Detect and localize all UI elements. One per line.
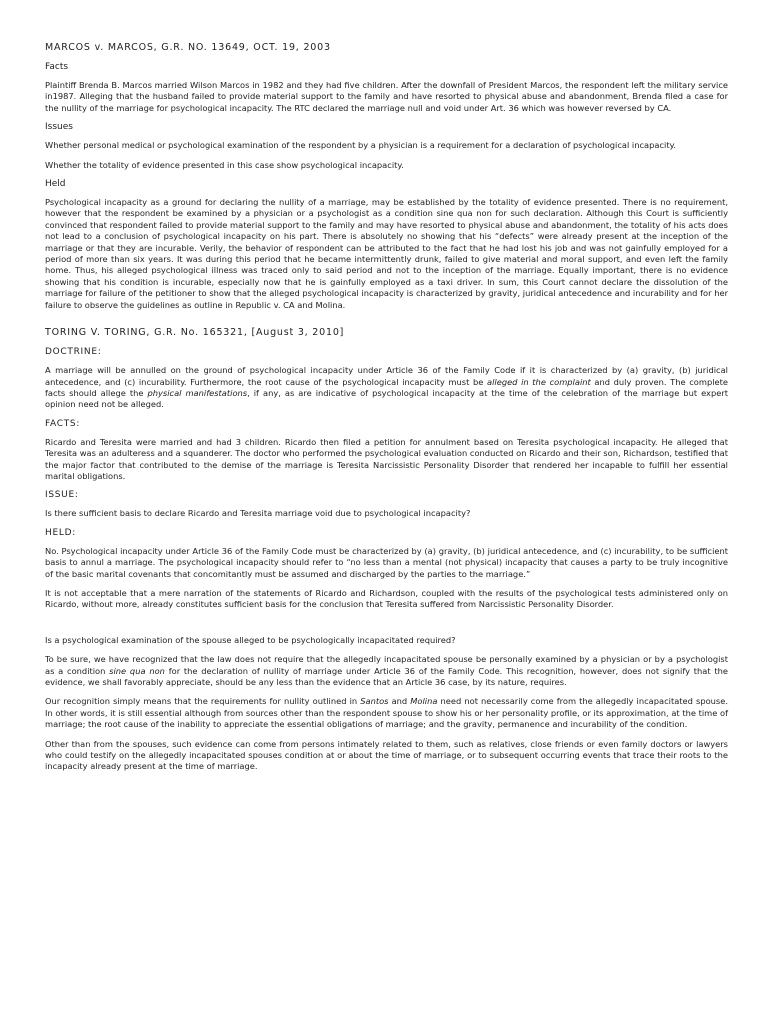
case2-question: Is a psychological examination of the spouse alleged to be psychologically incapacitated required? [45,634,456,645]
doctrine-emphasis-1: alleged in the complaint [487,376,591,387]
doctrine-text-3: , if any, as are indicative of psychological incapacity at the time of the celebration of the marriage but expert opinion need not be alleged. [45,387,728,410]
case2-held-label: HELD: [45,527,76,538]
doctrine-text-2: and duly proven. The complete facts should allege the [45,376,729,398]
case1-facts-label: Facts [45,62,69,72]
answer2-text-1: Our recognition simply means that the requirements for nullity outlined in [45,696,361,707]
case2-answer-1 [45,654,728,688]
answer2-text-3: need not necessarily come from the allegedly incapacitated spouse. In other words, it is still essential although from sources other than the respondent spouse to show his or her personality profile, or its approximation, at the time of marriage; the root cause of the inability to appreciate the essential obligations of marriage; and the gravity, permanence and incurability of the condition. [45,696,728,730]
case2-title: TORING V. TORING, G.R. No. 165321, [August 3, 2010] [45,327,345,339]
answer1-emphasis: sine qua non [109,665,165,676]
document-page [45,42,728,781]
doctrine-emphasis-2: physical manifestations [147,387,248,398]
answer2-emphasis-1: Santos [360,696,389,707]
case2-facts-label: FACTS: [45,418,81,429]
case1-issue-1: Whether personal medical or psychological examination of the respondent by a physician is a requirement for a declaration of psychological incapacity. [45,140,676,151]
case1-held: Psychological incapacity as a ground for declaring the nullity of a marriage, may be established by the totality of evidence presented. There is no requirement, however that the respondent be examined by a physician or a psychologist as a condition sine qua non for such declaration. Although this Court is sufficiently convinced that respondent failed to provide material support to the family and may have resorted to physical abuse and abandonment, the totality of his acts does not lead to a conclusion of psychological incapacity on his part. There is absolutely no showing that his “defects” were already present at the inception of the marriage or that they are incurable. Verily, the behavior of respondent can be attributed to the fact that he had lost his job and was not gainfully employed for a period of more than six years. It was during this period that he became intermittently drunk, failed to give material and moral support, and even left the family home. Thus, his alleged psychological illness was traced only to said period and not to the inception of the marriage. Equally important, there is no evidence showing that his condition is incurable, especially now that he is gainfully employed as a taxi driver. In sum, this Court cannot declare the dissolution of the marriage for failure of the petitioner to show that the alleged psychological incapacity is characterized by gravity, juridical antecedence and incurability and for her failure to observe the guidelines as outline in Republic v. CA and Molina. [45,197,728,310]
answer2-text-2: and [388,696,411,707]
case2-issue-label: ISSUE: [45,490,79,501]
case2-held-2: It is not acceptable that a mere narration of the statements of Ricardo and Richardson, coupled with the results of the psychological tests administered only on Ricardo, without more, already constitutes sufficient basis for the conclusion that Teresita suffered from Narcissistic Personality Disorder. [45,587,728,610]
case1-title: MARCOS v. MARCOS, G.R. NO. 13649, OCT. 19, 2003 [45,42,331,53]
case1-facts: Plaintiff Brenda B. Marcos married Wilson Marcos in 1982 and they had five children. After the downfall of President Marcos, the respondent left the military service in1987. Alleging that the husband failed to provide material support to the family and have resorted to physical abuse and abandonment, Brenda filed a case for the nullity of the marriage for psychological incapacity. The RTC declared the marriage null and void under Art. 36 which was however reversed by CA. [45,80,728,113]
answer1-text-1: To be sure, we have recognized that the law does not require that the allegedly incapacitated spouse be personally examined by a physician or by a psychologist as a condition [45,654,728,676]
case2-held-1: No. Psychological incapacity under Article 36 of the Family Code must be characterized by (a) gravity, (b) juridical antecedence, and (c) incurability, to be sufficient basis to annul a marriage. The psychological incapacity should refer to “no less than a mental (not physical) incapacity that causes a party to be truly incognitive of the basic marital covenants that concomitantly must be assumed and discharged by the parties to the marriage.” [45,545,728,579]
answer1-text-2: for the declaration of nullity of marriage under Article 36 of the Family Code. This recognition, however, does not signify that the evidence, we shall favorably appreciate, should be any less than the evidence that an Article 36 case, by its nature, requires. [45,665,729,687]
case1-issue-2: Whether the totality of evidence presented in this case show psychological incapacity. [45,159,404,170]
case2-doctrine-label: DOCTRINE: [45,347,102,358]
case2-doctrine [45,365,728,411]
case2-answer-3: Other than from the spouses, such evidence can come from persons intimately related to them, such as relatives, close friends or even family doctors or lawyers who could testify on the allegedly incapacitated spouses condition at or about the time of marriage, or to subsequent occurring events that trace their roots to the incapacity already present at the time of marriage. [45,738,728,772]
case1-held-label: Held [45,179,66,190]
case1-issues-label: Issues [45,122,73,133]
doctrine-text-1: A marriage will be annulled on the ground of psychological incapacity under Article 36 of the Family Code if it is characterized by (a) gravity, (b) juridical antecedence, and (c) incurability. Furthermore, the root cause of the psychological incapacity must be [45,365,728,387]
case2-issue: Is there sufficient basis to declare Ricardo and Teresita marriage void due to psychological incapacity? [45,508,471,519]
case2-answer-2 [45,696,728,730]
answer2-emphasis-2: Molina [410,696,438,707]
case2-facts: Ricardo and Teresita were married and had 3 children. Ricardo then filed a petition for annulment based on Teresita psychological incapacity. He alleged that Teresita was an adulteress and a squanderer. The doctor who performed the psychological evaluation conducted on Ricardo and their son, Richardson, testified that the major factor that contributed to the demise of the marriage is Teresita Narcissistic Personality Disorder that rendered her incapable to fulfill her essential marital obligations. [45,436,728,481]
